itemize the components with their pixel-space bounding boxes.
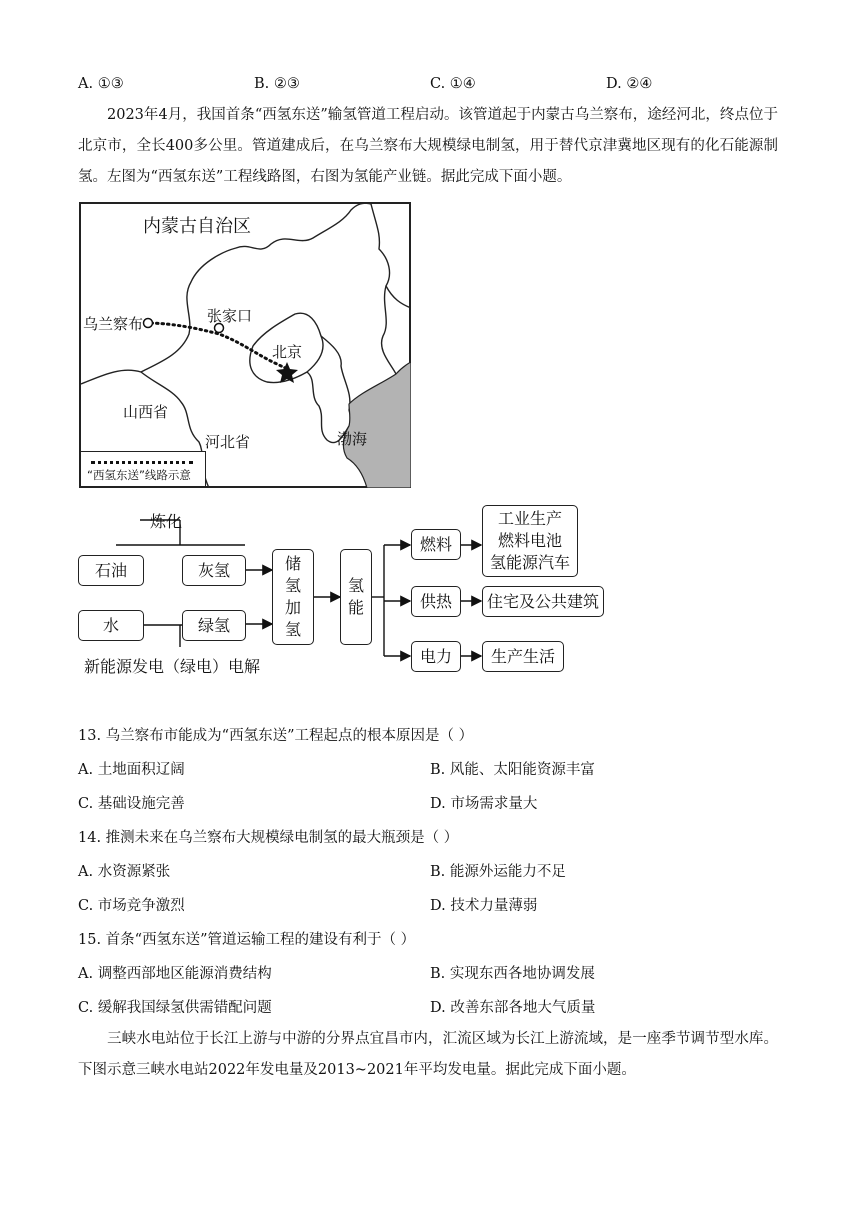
- map-legend: [81, 451, 206, 486]
- map-label-mid-city: 张家口: [207, 307, 253, 325]
- question-13-option-d[interactable]: D. 市场需求量大: [430, 796, 538, 812]
- box-power: 电力: [411, 641, 461, 672]
- box-storage-label: 储氢加氢: [285, 554, 302, 639]
- label-refining: 炼化: [150, 512, 183, 531]
- question-15-stem: 15. 首条“西氢东送”管道运输工程的建设有利于（ ）: [78, 932, 416, 948]
- map-label-start-city: 乌兰察布: [83, 315, 144, 333]
- map-label-sea: 渤海: [337, 430, 368, 448]
- prev-option-a: A. ①③: [78, 76, 124, 92]
- map-label-hebei: 河北省: [205, 433, 251, 451]
- closing-paragraph: [78, 1024, 778, 1086]
- intro-paragraph-text: 2023年4月，我国首条“西氢东送”输氢管道工程启动。该管道起于内蒙古乌兰察布，途经河北，终点位于北京市，全长400多公里。管道建成后，在乌兰察布大规模绿电制氢，用于替代京津冀地区现有的化石能源制氢。左图为“西氢东送”工程线路图，右图为氢能产业链。据此完成下面小题。: [78, 107, 778, 185]
- question-13-stem: 13. 乌兰察布市能成为“西氢东送”工程起点的根本原因是（ ）: [78, 728, 474, 744]
- question-15-option-b[interactable]: B. 实现东西各地协调发展: [430, 966, 595, 982]
- question-14-stem: 14. 推测未来在乌兰察布大规模绿电制氢的最大瓶颈是（ ）: [78, 830, 459, 846]
- route-map: [79, 202, 411, 488]
- box-heat: 供热: [411, 586, 461, 617]
- legend-label: “西氢东送”线路示意: [87, 468, 191, 482]
- fuel-use-vehicle: 氢能源汽车: [489, 553, 570, 572]
- box-hydrogen-energy: [340, 549, 372, 645]
- box-fuel-uses: [482, 505, 578, 577]
- box-energy-label: 氢能: [348, 576, 365, 617]
- box-oil: 石油: [78, 555, 144, 586]
- question-13-option-c[interactable]: C. 基础设施完善: [78, 796, 185, 812]
- question-15-option-c[interactable]: C. 缓解我国绿氢供需错配问题: [78, 1000, 272, 1016]
- map-label-shanxi: 山西省: [123, 403, 169, 421]
- prev-option-d: D. ②④: [606, 76, 653, 92]
- question-13-option-a[interactable]: A. 土地面积辽阔: [78, 762, 185, 778]
- question-15-option-a[interactable]: A. 调整西部地区能源消费结构: [78, 966, 272, 982]
- bohai-sea: [343, 362, 411, 488]
- question-14-option-d[interactable]: D. 技术力量薄弱: [430, 898, 538, 914]
- boundary-liaoning: [382, 286, 396, 374]
- box-grey-hydrogen: 灰氢: [182, 555, 246, 586]
- box-storage: [272, 549, 314, 645]
- question-15-option-d[interactable]: D. 改善东部各地大气质量: [430, 1000, 596, 1016]
- city-start-marker: [144, 319, 153, 328]
- closing-paragraph-text: 三峡水电站位于长江上游与中游的分界点宜昌市内，汇流区域为长江上游流域，是一座季节调节型水库。下图示意三峡水电站2022年发电量及2013~2021年平均发电量。据此完成下面小题。: [78, 1031, 778, 1078]
- legend-route-line: [91, 461, 193, 464]
- map-label-inner-mongolia: 内蒙古自治区: [143, 216, 251, 237]
- question-14-option-b[interactable]: B. 能源外运能力不足: [430, 864, 566, 880]
- prev-option-c: C. ①④: [430, 76, 476, 92]
- question-13-option-b[interactable]: B. 风能、太阳能资源丰富: [430, 762, 595, 778]
- prev-option-b: B. ②③: [254, 76, 300, 92]
- box-water: 水: [78, 610, 144, 641]
- boundary-north-east: [371, 204, 411, 308]
- fuel-use-fuel-cell: 燃料电池: [497, 531, 562, 550]
- box-green-hydrogen: 绿氢: [182, 610, 246, 641]
- label-electrolysis: 新能源发电（绿电）电解: [84, 657, 261, 676]
- box-heat-uses: 住宅及公共建筑: [482, 586, 604, 617]
- box-power-uses: 生产生活: [482, 641, 564, 672]
- question-14-option-a[interactable]: A. 水资源紧张: [78, 864, 171, 880]
- boundary-east: [321, 336, 351, 426]
- intro-paragraph: [78, 100, 778, 193]
- question-14-option-c[interactable]: C. 市场竞争激烈: [78, 898, 185, 914]
- box-fuel: 燃料: [411, 529, 461, 560]
- fuel-use-industry: 工业生产: [497, 509, 562, 528]
- map-label-capital: 北京: [272, 343, 303, 361]
